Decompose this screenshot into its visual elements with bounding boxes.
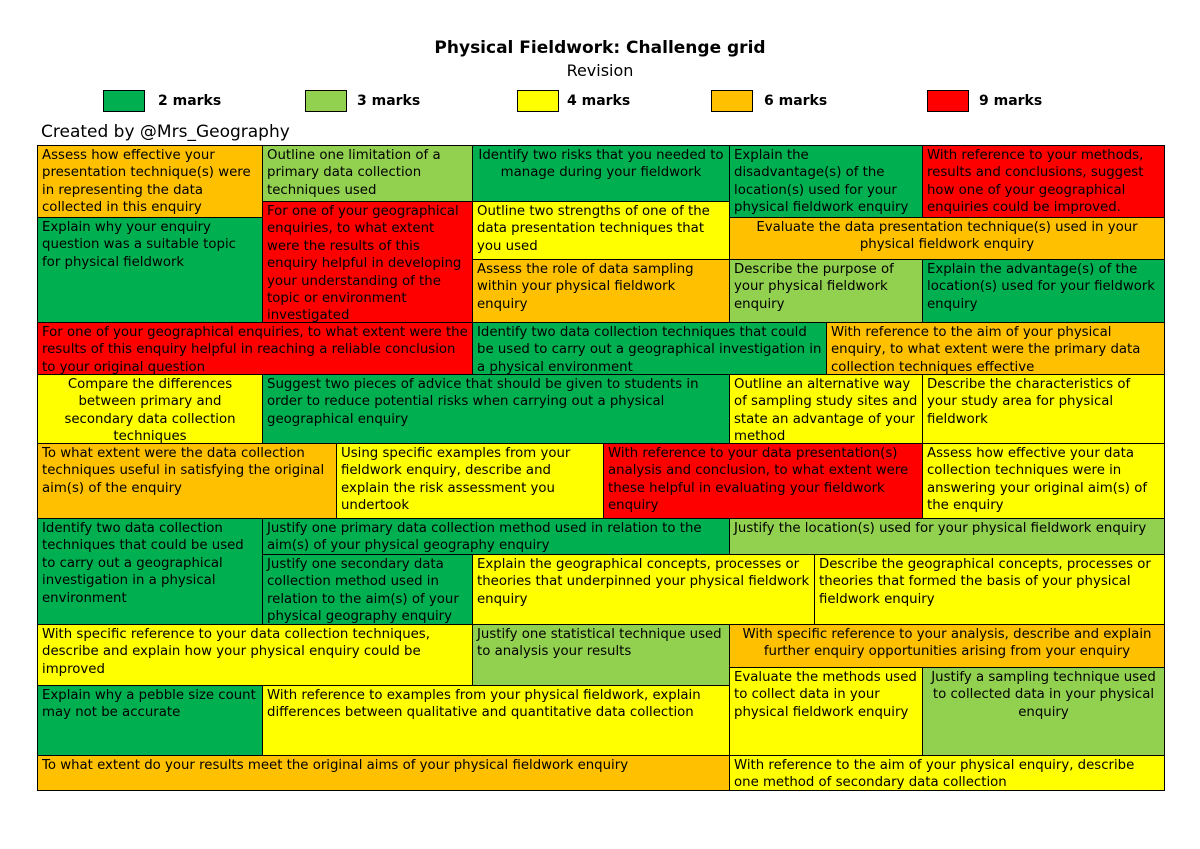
- grid-cell: Assess how effective your data collection techniques were in answering your original aim(s) of the enquiry: [922, 443, 1165, 519]
- key-label-3-marks: 3 marks: [357, 93, 421, 109]
- grid-cell: Explain the geographical concepts, processes or theories that underpinned your physical fieldwork enquiry: [472, 554, 815, 625]
- grid-cell: Evaluate the data presentation technique(s) used in your physical fieldwork enquiry: [729, 217, 1165, 260]
- key-swatch-4-marks: [517, 90, 559, 112]
- grid-cell: With reference to examples from your physical fieldwork, explain differences between qualitative and quantitative data collection: [262, 685, 730, 756]
- grid-cell: Assess how effective your presentation technique(s) were in representing the data collected in this enquiry: [37, 145, 263, 218]
- grid-cell: Evaluate the methods used to collect data in your physical fieldwork enquiry: [729, 667, 923, 756]
- key-label-9-marks: 9 marks: [979, 93, 1043, 109]
- page-title: Physical Fieldwork: Challenge grid: [434, 38, 766, 58]
- grid-cell: Assess the role of data sampling within your physical fieldwork enquiry: [472, 259, 730, 323]
- grid-cell: Explain the disadvantage(s) of the location(s) used for your physical fieldwork enquiry: [729, 145, 923, 218]
- key-label-6-marks: 6 marks: [764, 93, 828, 109]
- grid-cell: For one of your geographical enquiries, to what extent were the results of this enquiry helpful in reaching a reliable conclusion to your original question: [37, 322, 473, 375]
- grid-cell: Describe the purpose of your physical fieldwork enquiry: [729, 259, 923, 323]
- grid-cell: Explain why your enquiry question was a suitable topic for physical fieldwork: [37, 217, 263, 323]
- grid-cell: Describe the characteristics of your study area for physical fieldwork: [922, 374, 1165, 444]
- author-credit: Created by @Mrs_Geography: [41, 122, 290, 142]
- grid-cell: With reference to the aim of your physical enquiry, describe one method of secondary data collection: [729, 755, 1165, 791]
- grid-cell: Using specific examples from your fieldwork enquiry, describe and explain the risk assessment you undertook: [336, 443, 604, 519]
- grid-cell: Suggest two pieces of advice that should be given to students in order to reduce potential risks when carrying out a physical geographical enquiry: [262, 374, 730, 444]
- key-swatch-2-marks: [103, 90, 145, 112]
- grid-cell: Justify one statistical technique used to analysis your results: [472, 624, 730, 686]
- grid-cell: Identify two risks that you needed to manage during your fieldwork: [472, 145, 730, 202]
- grid-cell: With specific reference to your data collection techniques, describe and explain how your physical enquiry could be improved: [37, 624, 473, 686]
- grid-cell: Identify two data collection techniques that could be used to carry out a geographical investigation in a physical environment: [472, 322, 827, 375]
- challenge-grid: [37, 145, 1165, 791]
- grid-cell: To what extent do your results meet the original aims of your physical fieldwork enquiry: [37, 755, 730, 791]
- grid-cell: Justify one secondary data collection method used in relation to the aim(s) of your physical geography enquiry: [262, 554, 473, 625]
- grid-cell: With reference to your data presentation(s) analysis and conclusion, to what extent were these helpful in evaluating your fieldwork enquiry: [603, 443, 923, 519]
- grid-cell: Identify two data collection techniques that could be used to carry out a geographical investigation in a physical environment: [37, 518, 263, 625]
- key-label-2-marks: 2 marks: [158, 93, 222, 109]
- grid-cell: With reference to the aim of your physical enquiry, to what extent were the primary data collection techniques effective: [826, 322, 1165, 375]
- key-swatch-6-marks: [711, 90, 753, 112]
- key-label-4-marks: 4 marks: [567, 93, 631, 109]
- grid-cell: With specific reference to your analysis, describe and explain further enquiry opportunities arising from your enquiry: [729, 624, 1165, 668]
- page-subtitle: Revision: [566, 61, 634, 80]
- grid-cell: For one of your geographical enquiries, to what extent were the results of this enquiry helpful in developing your understanding of the topic or environment investigated: [262, 201, 473, 323]
- grid-cell: Justify a sampling technique used to collected data in your physical enquiry: [922, 667, 1165, 756]
- grid-cell: Justify one primary data collection method used in relation to the aim(s) of your physical geography enquiry: [262, 518, 730, 555]
- grid-cell: To what extent were the data collection techniques useful in satisfying the original aim(s) of the enquiry: [37, 443, 337, 519]
- grid-cell: Outline two strengths of one of the data presentation techniques that you used: [472, 201, 730, 260]
- key-swatch-3-marks: [305, 90, 347, 112]
- grid-cell: Justify the location(s) used for your physical fieldwork enquiry: [729, 518, 1165, 555]
- grid-cell: Outline one limitation of a primary data collection techniques used: [262, 145, 473, 202]
- grid-cell: Explain why a pebble size count may not be accurate: [37, 685, 263, 756]
- grid-cell: Describe the geographical concepts, processes or theories that formed the basis of your physical fieldwork enquiry: [814, 554, 1165, 625]
- key-swatch-9-marks: [927, 90, 969, 112]
- grid-cell: Compare the differences between primary and secondary data collection techniques: [37, 374, 263, 444]
- grid-cell: Explain the advantage(s) of the location(s) used for your fieldwork enquiry: [922, 259, 1165, 323]
- grid-cell: Outline an alternative way of sampling study sites and state an advantage of your method: [729, 374, 923, 444]
- grid-cell: With reference to your methods, results and conclusions, suggest how one of your geographical enquiries could be improved.: [922, 145, 1165, 218]
